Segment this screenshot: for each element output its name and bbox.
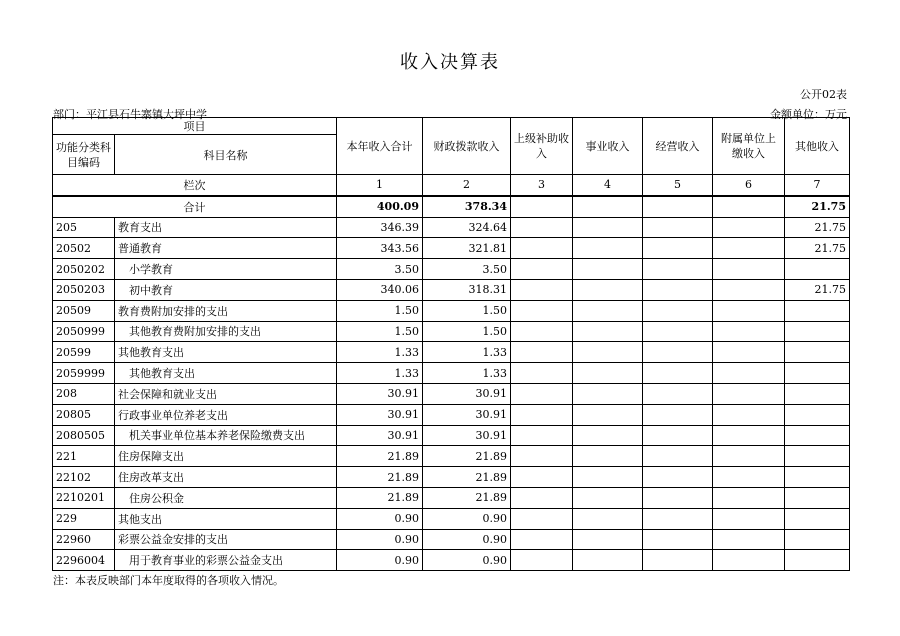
operating-cell <box>643 383 713 404</box>
fiscal-cell: 21.89 <box>423 467 511 488</box>
name-cell: 用于教育事业的彩票公益金支出 <box>115 550 337 571</box>
affiliated-cell <box>713 300 785 321</box>
table-row <box>53 425 850 446</box>
code-cell: 2050203 <box>53 279 115 300</box>
fiscal-cell: 0.90 <box>423 529 511 550</box>
unit-label: 金额单位：万元 <box>770 108 847 121</box>
superior-cell <box>511 550 573 571</box>
superior-cell <box>511 259 573 280</box>
other-cell: 21.75 <box>785 279 850 300</box>
code-cell: 20509 <box>53 300 115 321</box>
table-row <box>53 550 850 571</box>
table-row <box>53 238 850 259</box>
total-cell: 21.89 <box>337 467 423 488</box>
col-num: 4 <box>573 175 643 196</box>
fiscal-cell: 0.90 <box>423 550 511 571</box>
table-row <box>53 279 850 300</box>
other-cell <box>785 404 850 425</box>
code-cell: 2080505 <box>53 425 115 446</box>
code-cell: 22960 <box>53 529 115 550</box>
other-cell <box>785 467 850 488</box>
affiliated-cell <box>713 342 785 363</box>
fiscal-cell: 324.64 <box>423 217 511 238</box>
table-row <box>53 404 850 425</box>
affiliated-cell <box>713 279 785 300</box>
code-cell: 221 <box>53 446 115 467</box>
affiliated-cell <box>713 446 785 467</box>
total-cell: 1.50 <box>337 321 423 342</box>
business-cell <box>573 467 643 488</box>
code-cell: 205 <box>53 217 115 238</box>
other-cell <box>785 508 850 529</box>
code-cell: 22102 <box>53 467 115 488</box>
business-cell <box>573 342 643 363</box>
header-total: 本年收入合计 <box>337 118 423 175</box>
fiscal-cell: 1.33 <box>423 363 511 384</box>
fiscal-cell: 1.33 <box>423 342 511 363</box>
table-row <box>53 259 850 280</box>
other-cell: 21.75 <box>785 238 850 259</box>
affiliated-cell <box>713 217 785 238</box>
business-cell <box>573 404 643 425</box>
affiliated-cell <box>713 238 785 259</box>
operating-cell <box>643 425 713 446</box>
code-cell: 229 <box>53 508 115 529</box>
business-cell <box>573 321 643 342</box>
operating-cell <box>643 321 713 342</box>
superior-cell <box>511 279 573 300</box>
total-affiliated <box>713 196 785 217</box>
table-row <box>53 487 850 508</box>
name-cell: 住房公积金 <box>115 487 337 508</box>
name-cell: 普通教育 <box>115 238 337 259</box>
total-business <box>573 196 643 217</box>
name-cell: 其他教育费附加安排的支出 <box>115 321 337 342</box>
total-cell: 1.50 <box>337 300 423 321</box>
name-cell: 教育费附加安排的支出 <box>115 300 337 321</box>
superior-cell <box>511 467 573 488</box>
total-cell: 1.33 <box>337 363 423 384</box>
name-cell: 小学教育 <box>115 259 337 280</box>
code-cell: 2050999 <box>53 321 115 342</box>
total-cell: 30.91 <box>337 383 423 404</box>
col-num: 1 <box>337 175 423 196</box>
header-code: 功能分类科目编码 <box>53 135 115 175</box>
table-row <box>53 217 850 238</box>
affiliated-cell <box>713 259 785 280</box>
business-cell <box>573 259 643 280</box>
operating-cell <box>643 446 713 467</box>
column-number-row <box>53 175 850 196</box>
other-cell <box>785 550 850 571</box>
col-num: 2 <box>423 175 511 196</box>
fiscal-cell: 0.90 <box>423 508 511 529</box>
other-cell <box>785 446 850 467</box>
business-cell <box>573 217 643 238</box>
total-label: 合计 <box>53 196 337 217</box>
superior-cell <box>511 363 573 384</box>
other-cell <box>785 259 850 280</box>
header-operating: 经营收入 <box>643 118 713 175</box>
business-cell <box>573 550 643 571</box>
other-cell <box>785 529 850 550</box>
superior-cell <box>511 487 573 508</box>
superior-cell <box>511 238 573 259</box>
other-cell <box>785 487 850 508</box>
superior-cell <box>511 446 573 467</box>
business-cell <box>573 425 643 446</box>
col-row-label: 栏次 <box>53 175 337 196</box>
business-cell <box>573 446 643 467</box>
fiscal-cell: 21.89 <box>423 446 511 467</box>
table-row <box>53 446 850 467</box>
name-cell: 机关事业单位基本养老保险缴费支出 <box>115 425 337 446</box>
fiscal-cell: 318.31 <box>423 279 511 300</box>
header-affiliated: 附属单位上缴收入 <box>713 118 785 175</box>
other-cell <box>785 383 850 404</box>
name-cell: 教育支出 <box>115 217 337 238</box>
superior-cell <box>511 425 573 446</box>
col-num: 5 <box>643 175 713 196</box>
header-name: 科目名称 <box>115 135 337 175</box>
other-cell <box>785 300 850 321</box>
affiliated-cell <box>713 508 785 529</box>
total-cell: 346.39 <box>337 217 423 238</box>
business-cell <box>573 363 643 384</box>
page-title: 收入决算表 <box>400 52 500 73</box>
superior-cell <box>511 217 573 238</box>
operating-cell <box>643 300 713 321</box>
fiscal-cell: 30.91 <box>423 383 511 404</box>
fiscal-cell: 321.81 <box>423 238 511 259</box>
header-business: 事业收入 <box>573 118 643 175</box>
operating-cell <box>643 217 713 238</box>
affiliated-cell <box>713 383 785 404</box>
other-cell: 21.75 <box>785 217 850 238</box>
affiliated-cell <box>713 363 785 384</box>
total-cell: 343.56 <box>337 238 423 259</box>
other-cell <box>785 321 850 342</box>
table-row <box>53 529 850 550</box>
total-cell: 0.90 <box>337 550 423 571</box>
operating-cell <box>643 550 713 571</box>
name-cell: 住房改革支出 <box>115 467 337 488</box>
fiscal-cell: 3.50 <box>423 259 511 280</box>
total-cell: 30.91 <box>337 404 423 425</box>
name-cell: 彩票公益金安排的支出 <box>115 529 337 550</box>
operating-cell <box>643 279 713 300</box>
header-other: 其他收入 <box>785 118 850 175</box>
affiliated-cell <box>713 529 785 550</box>
total-sum: 400.09 <box>337 196 423 217</box>
affiliated-cell <box>713 404 785 425</box>
total-cell: 340.06 <box>337 279 423 300</box>
fiscal-cell: 30.91 <box>423 425 511 446</box>
superior-cell <box>511 342 573 363</box>
code-cell: 208 <box>53 383 115 404</box>
total-fiscal: 378.34 <box>423 196 511 217</box>
superior-cell <box>511 529 573 550</box>
code-cell: 2210201 <box>53 487 115 508</box>
affiliated-cell <box>713 467 785 488</box>
table-row <box>53 342 850 363</box>
total-cell: 3.50 <box>337 259 423 280</box>
business-cell <box>573 487 643 508</box>
superior-cell <box>511 404 573 425</box>
business-cell <box>573 508 643 529</box>
col-num: 7 <box>785 175 850 196</box>
code-cell: 2296004 <box>53 550 115 571</box>
name-cell: 初中教育 <box>115 279 337 300</box>
table-row <box>53 508 850 529</box>
col-num: 3 <box>511 175 573 196</box>
total-cell: 0.90 <box>337 529 423 550</box>
other-cell <box>785 342 850 363</box>
name-cell: 社会保障和就业支出 <box>115 383 337 404</box>
income-table <box>52 117 850 571</box>
name-cell: 其他教育支出 <box>115 363 337 384</box>
header-fiscal: 财政拨款收入 <box>423 118 511 175</box>
code-cell: 20599 <box>53 342 115 363</box>
table-row <box>53 321 850 342</box>
total-cell: 30.91 <box>337 425 423 446</box>
name-cell: 其他支出 <box>115 508 337 529</box>
business-cell <box>573 238 643 259</box>
total-row <box>53 196 850 217</box>
operating-cell <box>643 238 713 259</box>
name-cell: 其他教育支出 <box>115 342 337 363</box>
fiscal-cell: 21.89 <box>423 487 511 508</box>
header-row-1 <box>53 118 850 135</box>
table-row <box>53 467 850 488</box>
header-item: 项目 <box>53 118 337 135</box>
code-cell: 20805 <box>53 404 115 425</box>
name-cell: 住房保障支出 <box>115 446 337 467</box>
footnote: 注：本表反映部门本年度取得的各项收入情况。 <box>53 574 284 587</box>
table-row <box>53 383 850 404</box>
operating-cell <box>643 404 713 425</box>
operating-cell <box>643 363 713 384</box>
superior-cell <box>511 383 573 404</box>
total-operating <box>643 196 713 217</box>
fiscal-cell: 30.91 <box>423 404 511 425</box>
fiscal-cell: 1.50 <box>423 321 511 342</box>
code-cell: 2059999 <box>53 363 115 384</box>
superior-cell <box>511 300 573 321</box>
table-row <box>53 363 850 384</box>
business-cell <box>573 383 643 404</box>
operating-cell <box>643 487 713 508</box>
business-cell <box>573 279 643 300</box>
operating-cell <box>643 342 713 363</box>
department-label: 部门：平江县石牛寨镇大坪中学 <box>53 108 207 121</box>
header-superior: 上级补助收入 <box>511 118 573 175</box>
affiliated-cell <box>713 321 785 342</box>
col-num: 6 <box>713 175 785 196</box>
code-cell: 20502 <box>53 238 115 259</box>
operating-cell <box>643 508 713 529</box>
total-cell: 21.89 <box>337 487 423 508</box>
total-other: 21.75 <box>785 196 850 217</box>
affiliated-cell <box>713 550 785 571</box>
form-code: 公开02表 <box>800 88 847 101</box>
total-cell: 0.90 <box>337 508 423 529</box>
operating-cell <box>643 467 713 488</box>
code-cell: 2050202 <box>53 259 115 280</box>
superior-cell <box>511 321 573 342</box>
superior-cell <box>511 508 573 529</box>
business-cell <box>573 529 643 550</box>
total-superior <box>511 196 573 217</box>
other-cell <box>785 425 850 446</box>
other-cell <box>785 363 850 384</box>
affiliated-cell <box>713 487 785 508</box>
operating-cell <box>643 529 713 550</box>
business-cell <box>573 300 643 321</box>
affiliated-cell <box>713 425 785 446</box>
operating-cell <box>643 259 713 280</box>
name-cell: 行政事业单位养老支出 <box>115 404 337 425</box>
table-row <box>53 300 850 321</box>
total-cell: 21.89 <box>337 446 423 467</box>
total-cell: 1.33 <box>337 342 423 363</box>
fiscal-cell: 1.50 <box>423 300 511 321</box>
